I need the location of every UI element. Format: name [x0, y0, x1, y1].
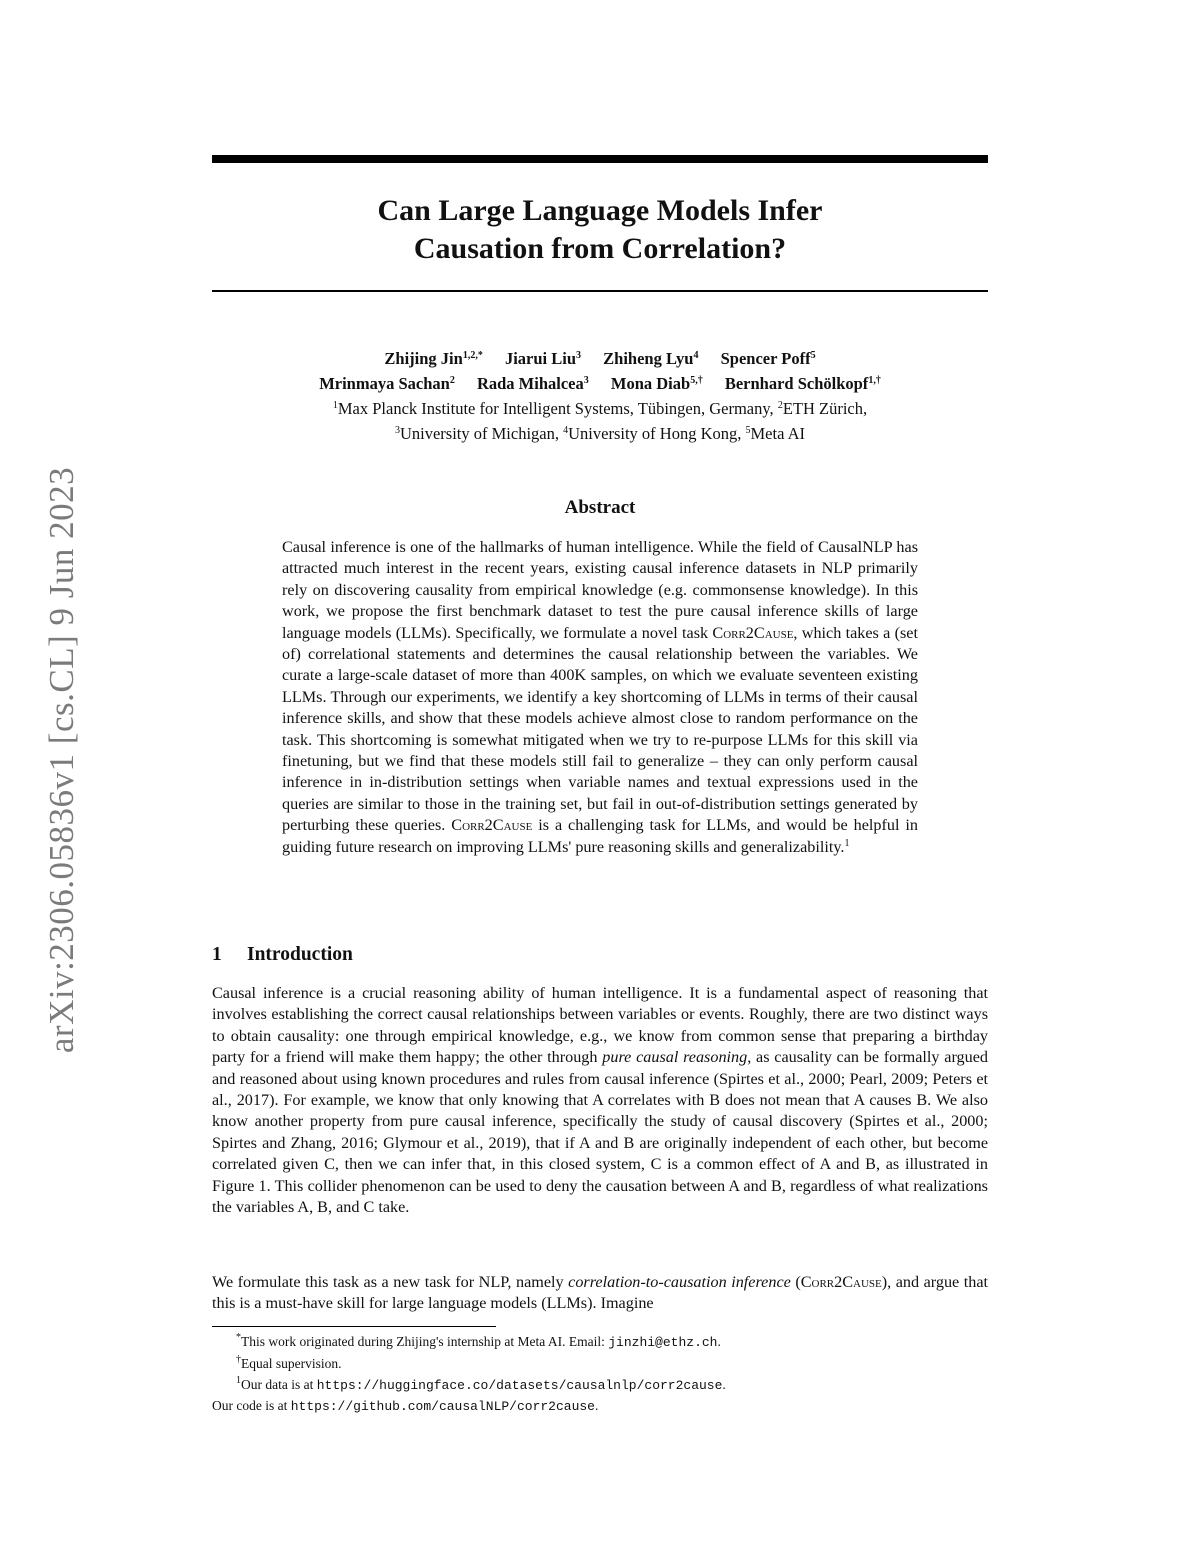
abstract-body: Causal inference is one of the hallmarks of human intelligence. While the field of CausalNLP has attracted much interest in the recent years, existing causal inference datasets in NLP primarily rely on discovering causality from empirical knowledge (e.g. commonsense knowledge). In this work, we propose the first benchmark dataset to test the pure causal inference skills of large language models (LLMs). Specifically, we formulate a novel task Corr2Cause, which takes a (set of) correlational statements and determines the causal relationship between the variables. We curate a large-scale dataset of more than 400K samples, on which we evaluate seventeen existing LLMs. Through our experiments, we identify a key shortcoming of LLMs in terms of their causal inference skills, and show that these models achieve almost close to random performance on the task. This shortcoming is somewhat mitigated when we try to re-purpose LLMs for this skill via finetuning, but we find that these models still fail to generalize – they can only perform causal inference in in-distribution settings when variable names and textual expressions used in the queries are similar to those in the training set, but fail in out-of-distribution settings generated by perturbing these queries. Corr2Cause is a challenging task for LLMs, and would be helpful in guiding future research on improving LLMs' pure reasoning skills and generalizability.$^1$	[282, 538, 918, 856]
code-url-link[interactable]: https://github.com/causalNLP/corr2cause	[290, 1399, 595, 1415]
footnote: Our code is at https://github.com/causalNLP/corr2cause.	[212, 1398, 599, 1415]
title-line-2: Causation from Correlation?	[413, 232, 787, 265]
title-top-rule	[212, 155, 988, 163]
footnote-marker: 1	[844, 837, 850, 849]
abstract-heading: Abstract	[564, 497, 636, 518]
section-title: Introduction	[247, 944, 353, 965]
intro-paragraph-1: Causal inference is a crucial reasoning ability of human intelligence. It is a fundamental aspect of reasoning that involves establishing the correct causal relationships between variables or events. Roughly, there are two distinct ways to obtain causality: one through empirical knowledge, e.g., we know from common sense that preparing a birthday party for a friend will make them happy; the other through pure causal reasoning, as causality can be formally argued and reasoned about using known procedures and rules from causal inference (Spirtes et al., 2000; Pearl, 2009; Peters et al., 2017). For example, we know that only knowing that A correlates with B does not mean that A causes B. We also know another property from pure causal inference, specifically the study of causal discovery (Spirtes et al., 2000; Spirtes and Zhang, 2016; Glymour et al., 2019), that if A and B are originally independent of each other, but become correlated given C, then we can infer that, in this closed system, C is a common effect of A and B, as illustrated in Figure 1. This collider phenomenon can be used to deny the causation between A and B, regardless of what realizations the variables A, B, and C take.	[212, 984, 989, 1217]
paper-title	[212, 192, 988, 268]
author: Mrinmaya Sachan$^2$	[319, 374, 455, 393]
arxiv-identifier-text: arXiv:2306.05836v1 [cs.CL] 9 Jun 2023	[42, 466, 82, 1054]
intro-paragraph-2: We formulate this task as a new task for NLP, namely correlation-to-causation inference (Corr2Cause), and argue that this is a must-have skill for large language models (LLMs). Imagine	[212, 1273, 989, 1313]
task-name: Corr2Cause	[712, 623, 794, 642]
author-block	[212, 346, 988, 446]
affiliation-line-1: $^1$Max Planck Institute for Intelligent Systems, Tübingen, Germany, $^2$ETH Zürich,	[332, 399, 868, 418]
section-number: 1	[212, 944, 222, 965]
author: Zhiheng Lyu$^4$	[603, 349, 699, 368]
arxiv-identifier-stamp	[38, 430, 86, 1090]
footnote: $^1$Our data is at https://huggingface.co/datasets/causalnlp/corr2cause.	[236, 1374, 726, 1393]
section-heading-introduction	[212, 944, 353, 966]
author: Rada Mihalcea$^3$	[476, 374, 589, 393]
author: Mona Diab$^{5,\dagger}$	[610, 374, 703, 393]
footnotes	[212, 1332, 988, 1418]
title-line-1: Can Large Language Models Infer	[377, 194, 823, 227]
author: Bernhard Schölkopf$^{1,\dagger}$	[724, 374, 881, 393]
author: Jiarui Liu$^3$	[504, 349, 582, 368]
author: Zhijing Jin$^{1,2,*}$	[384, 349, 483, 368]
task-name: Corr2Cause	[451, 816, 533, 835]
author-row-1	[212, 346, 988, 371]
footnote: †Equal supervision.	[236, 1353, 342, 1371]
title-bottom-rule	[212, 290, 988, 292]
footnote: *This work originated during Zhijing's internship at Meta AI. Email: jinzhi@ethz.ch.	[236, 1332, 721, 1350]
footnote-rule	[212, 1326, 496, 1327]
affiliation-line-2: $^3$University of Michigan, $^4$University of Hong Kong, $^5$Meta AI	[394, 424, 806, 443]
email-link[interactable]: jinzhi@ethz.ch	[608, 1335, 718, 1350]
author: Spencer Poff$^5$	[720, 349, 816, 368]
dataset-url-link[interactable]: https://huggingface.co/datasets/causalnlp/corr2cause	[316, 1377, 723, 1393]
author-row-2	[212, 371, 988, 396]
